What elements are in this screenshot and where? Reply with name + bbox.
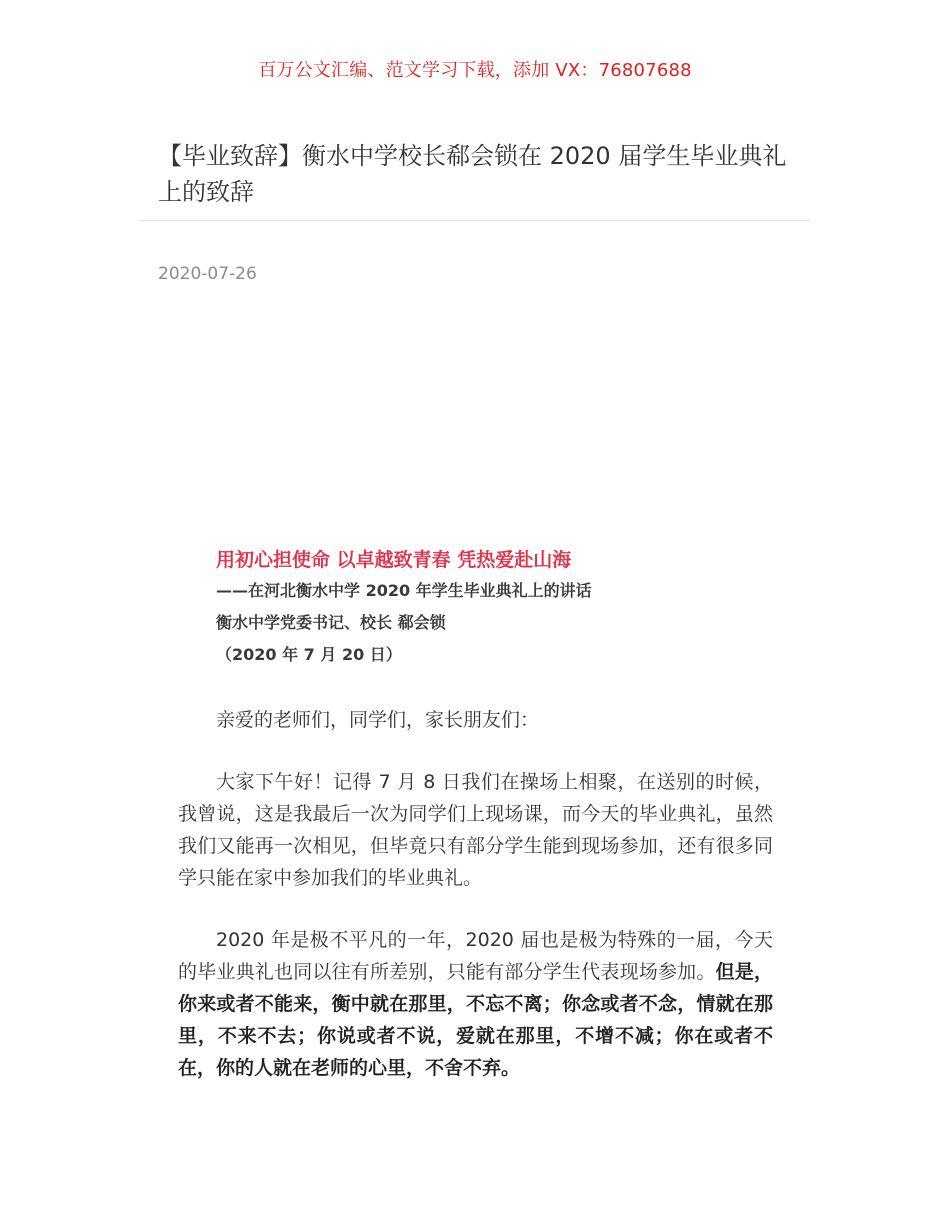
speech-heading: 用初心担使命 以卓越致青春 凭热爱赴山海 xyxy=(216,549,572,571)
paragraph-2-normal: 2020 年是极不平凡的一年，2020 届也是极为特殊的一届，今天的毕业典礼也同以往有所差别，只能有部分学生代表现场参加。 xyxy=(178,929,773,983)
greeting: 亲爱的老师们，同学们，家长朋友们： xyxy=(216,709,540,731)
speech-subtitle: ——在河北衡水中学 2020 年学生毕业典礼上的讲话 xyxy=(216,581,592,600)
speaker-line: 衡水中学党委书记、校长 郗会锁 xyxy=(216,613,446,632)
paragraph-2-bold: 但是，你来或者不能来，衡中就在那里，不忘不离；你念或者不念，情就在那里，不来不去；你说或者不说，爱就在那里，不增不减；你在或者不在，你的人就在老师的心里，不舍不弃。 xyxy=(178,961,773,1079)
article-date: 2020-07-26 xyxy=(158,264,257,284)
paragraph-1: 大家下午好！记得 7 月 8 日我们在操场上相聚，在送别的时候，我曾说，这是我最后一次为同学们上现场课，而今天的毕业典礼，虽然我们又能再一次相见，但毕竟只有部分学生能到现场参加，还有很多同学只能在家中参加我们的毕业典礼。 xyxy=(178,771,773,889)
article-title: 【毕业致辞】衡水中学校长郗会锁在 2020 届学生毕业典礼上的致辞 xyxy=(158,142,787,206)
top-banner: 百万公文汇编、范文学习下载，添加 VX：76807688 xyxy=(258,60,692,81)
speech-date: （2020 年 7 月 20 日） xyxy=(216,645,402,664)
article-content xyxy=(178,545,773,1103)
title-divider xyxy=(140,220,810,221)
paragraph-2 xyxy=(178,924,773,1084)
